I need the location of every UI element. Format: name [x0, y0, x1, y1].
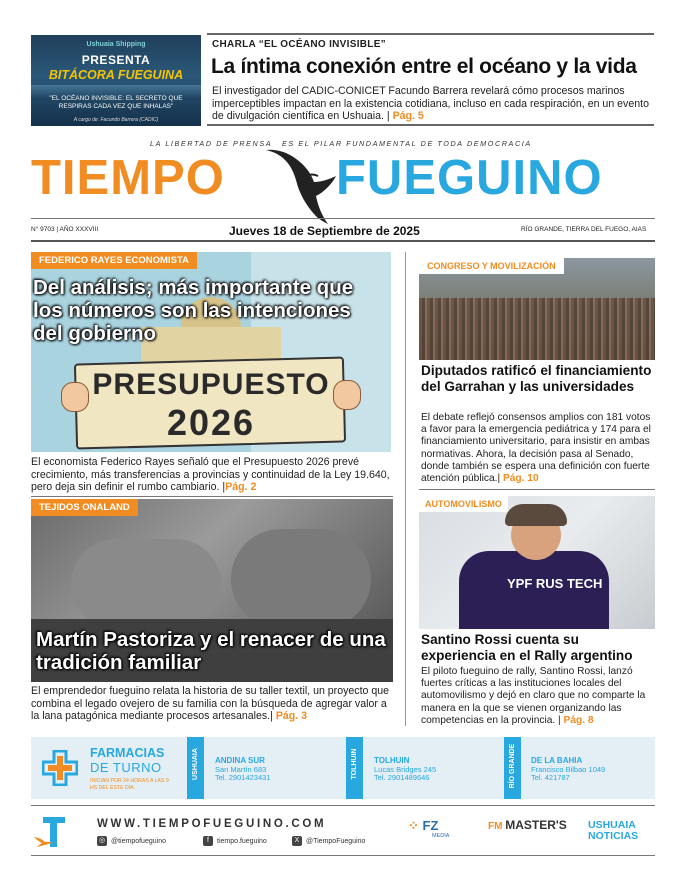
masthead-tagline-a: LA LIBERTAD DE PRENSA — [150, 139, 273, 148]
masthead-rule-top — [31, 218, 655, 219]
website-link[interactable]: WWW.TIEMPOFUEGUINO.COM — [97, 818, 327, 830]
city-label-ushuaia: USHUAIA — [192, 748, 199, 780]
craft-summary — [31, 685, 393, 723]
lead-summary — [31, 456, 393, 494]
pharmacy-title: FARMACIAS — [90, 746, 165, 760]
promo-divider-bottom — [207, 124, 654, 126]
right2-headline[interactable]: Santino Rossi cuenta su experiencia en el Rally argentino — [421, 632, 633, 663]
masthead-name-right: FUEGUINO — [336, 151, 603, 205]
promo-sponsor-logo: Ushuaia Shipping — [86, 41, 146, 48]
promo-image-subtitle: "EL OCÉANO INVISIBLE: EL SECRETO QUE RESPIRAS CADA VEZ QUE INHALAS" — [49, 95, 183, 110]
promo-image-cargo: A cargo de: Facundo Barrera (CADIC) — [73, 117, 159, 123]
banner-text-line1: PRESUPUESTO — [92, 368, 330, 401]
craft-page-ref[interactable]: Pág. 3 — [275, 710, 308, 723]
masthead-name-left: TIEMPO — [31, 151, 225, 205]
pharmacy-name: DE LA BAHIA — [531, 756, 583, 765]
hand-right-graphic — [231, 529, 371, 629]
tiempo-fueguino-logo-icon[interactable] — [33, 813, 69, 851]
ushuaia-noticias-logo[interactable] — [588, 820, 638, 842]
footer-rule-bottom — [31, 855, 655, 856]
pharmacy-phone[interactable]: Tel. 2901423431 — [215, 773, 271, 782]
craft-headline[interactable]: Martín Pastoriza y el renacer de una tradición familiar — [36, 628, 386, 674]
hand-left-graphic — [71, 539, 221, 629]
pharmacy-note: INICIAN POR 24 HORAS A LAS 9 HS DEL ESTE DÍA. — [90, 778, 169, 791]
fz-media-logo[interactable] — [408, 818, 438, 834]
craft-summary-text: El emprendedor fueguino relata la historia de su taller textil, un proyecto que combina el legado ovejero de su familia con la búsqueda de agregar valor a la lana patagónica mediante procesos artesanales.| — [31, 685, 390, 723]
fm-masters-logo[interactable] — [488, 818, 567, 832]
right2-summary-text: El piloto fueguino de rally, Santino Rossi, lanzó fuertes críticas a las instituciones locales del automovilismo y dejó en claro que no comparte la manera en la que se vienen organizando las competencias en la provincia. | — [421, 666, 646, 726]
left-column-divider — [31, 496, 393, 497]
crowd-graphic — [419, 298, 655, 360]
pharmacy-address: San Martín 683 — [215, 765, 267, 774]
rally-driver-image[interactable] — [419, 496, 655, 629]
lead-summary-text: El economista Federico Rayes señaló que el Presupuesto 2026 prevé crecimiento, más transferencias a provincias y continuidad de la Ley 19.640, pero deja sin definir el rumbo cambiario. | — [31, 456, 390, 494]
x-icon: X — [292, 836, 302, 846]
promo-divider-top — [207, 33, 654, 35]
edition-place: RÍO GRANDE, TIERRA DEL FUEGO, AIAS — [521, 226, 647, 233]
x-link[interactable] — [292, 836, 365, 846]
right-column-divider — [419, 489, 655, 490]
suit-logo: YPF RUS TECH — [507, 576, 603, 591]
column-divider — [405, 252, 406, 726]
masthead-rule-bottom — [31, 240, 655, 242]
right1-summary-text: El debate reflejó consensos amplios con 181 votos a favor para la emergencia pediátrica y 174 para el financiamiento universitario, para insistir en ambas normativas. Ahora, la decisión pasa al Senado, donde también se espera una definición con fuerte atención pública.| — [421, 412, 651, 485]
pharmacy-name: ANDINA SUR — [215, 756, 265, 765]
right1-headline[interactable]: Diputados ratificó el financiamiento del Garrahan y las universidades — [421, 363, 652, 394]
promo-presenta: PRESENTA — [81, 53, 151, 67]
right1-summary — [421, 412, 655, 485]
driver-hair — [505, 504, 567, 526]
pharmacy-cross-icon — [42, 750, 78, 786]
right2-page-ref[interactable]: Pág. 8 — [563, 714, 594, 726]
albatross-bird-icon — [262, 140, 342, 225]
fz-dots-icon: ⁘ — [408, 818, 423, 833]
banner-text-line2: 2026 — [166, 402, 256, 443]
lead-headline[interactable]: Del análisis; más importante que los números son las intenciones del gobierno — [33, 276, 354, 345]
issue-number: N° 9703 | AÑO XXXVIII — [31, 226, 99, 233]
fz-media-sub: MEDIA — [432, 833, 450, 839]
promo-image[interactable] — [31, 35, 201, 126]
pharmacy-phone[interactable]: Tel. 2901489646 — [374, 773, 430, 782]
pharmacy-subtitle: DE TURNO — [90, 760, 162, 775]
fm-name: MASTER'S — [505, 818, 567, 832]
masthead-tagline-b: ES EL PILAR FUNDAMENTAL DE TODA DEMOCRACIA — [282, 139, 532, 148]
city-label-tolhuin: TOLHUIN — [351, 748, 358, 780]
footer-rule-top — [31, 805, 655, 806]
pharmacy-name: TOLHUIN — [374, 756, 410, 765]
facebook-icon: f — [203, 836, 213, 846]
promo-kicker: CHARLA “EL OCÉANO INVISIBLE” — [212, 39, 386, 50]
x-handle: @TiempoFueguino — [306, 837, 366, 845]
right1-section-tag: CONGRESO Y MOVILIZACIÓN — [419, 258, 564, 274]
promo-headline[interactable]: La íntima conexión entre el océano y la vida — [211, 55, 637, 78]
fm-prefix: FM — [488, 821, 503, 832]
instagram-link[interactable] — [97, 836, 166, 846]
fz-logo-text: FZ — [422, 818, 439, 833]
ushuaia-logo-line1: USHUAIA — [588, 819, 636, 831]
pharmacy-phone[interactable]: Tel. 421787 — [531, 773, 570, 782]
edition-date: Jueves 18 de Septiembre de 2025 — [229, 224, 420, 238]
promo-bitacora: BITÁCORA FUEGUINA — [48, 68, 184, 82]
promo-summary — [212, 85, 656, 123]
facebook-handle: tiempo.fueguino — [217, 837, 267, 845]
craft-section-tag: TEJIDOS ONALAND — [31, 499, 138, 516]
lead-page-ref[interactable]: Pág. 2 — [225, 481, 257, 494]
pharmacy-address: Lucas Bridges 245 — [374, 765, 437, 774]
pharmacy-address: Francisco Bilbao 1049 — [531, 765, 606, 774]
promo-summary-text: El investigador del CADIC-CONICET Facundo Barrera revelará cómo procesos marinos imperceptibles impactan en la existencia cotidiana, incluso en cada respiración, en un evento de divulgación científica en Ushuaia. | — [212, 85, 649, 123]
instagram-handle: @tiempofueguino — [111, 837, 166, 845]
ushuaia-logo-line2: NOTICIAS — [588, 830, 639, 842]
facebook-link[interactable] — [203, 836, 267, 846]
promo-page-ref[interactable]: Pág. 5 — [392, 110, 424, 123]
right2-summary — [421, 666, 655, 727]
right2-section-tag: AUTOMOVILISMO — [419, 496, 508, 512]
right1-page-ref[interactable]: Pág. 10 — [502, 473, 539, 485]
instagram-icon: ◎ — [98, 837, 106, 844]
lead-section-tag: FEDERICO RAYES ECONOMISTA — [31, 252, 197, 269]
city-label-rio-grande: RÍO GRANDE — [509, 743, 516, 789]
